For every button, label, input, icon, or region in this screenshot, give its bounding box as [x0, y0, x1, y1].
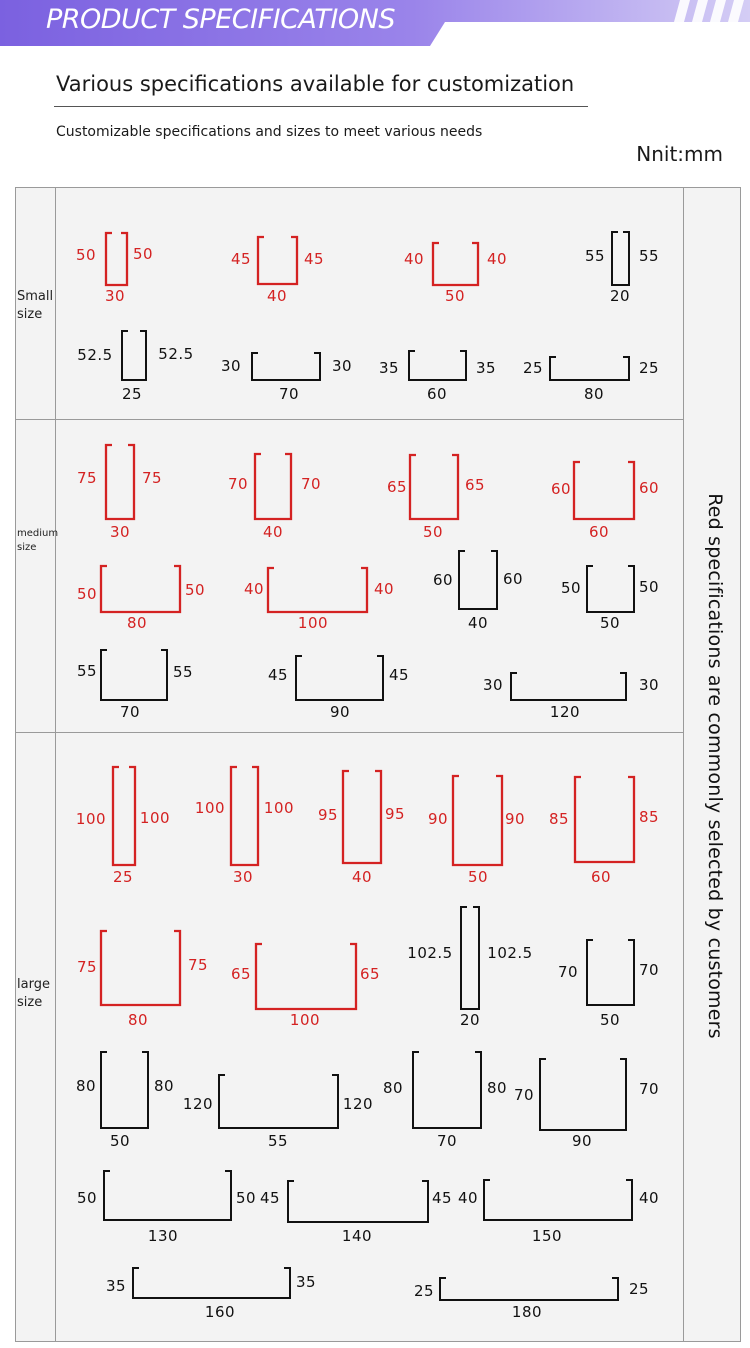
- spec-height-left-label: 40: [457, 1189, 479, 1207]
- spec-width-label: 30: [232, 868, 254, 886]
- spec-width-label: 80: [126, 614, 148, 632]
- spec-height-right-label: 70: [638, 1080, 660, 1098]
- red-channel-profile-75x80: [101, 931, 180, 1005]
- spec-height-left-label: 25: [522, 359, 544, 377]
- spec-height-right-label: 65: [359, 965, 381, 983]
- spec-height-left-label: 50: [76, 1189, 98, 1207]
- spec-width-label: 60: [426, 385, 448, 403]
- spec-width-label: 60: [588, 523, 610, 541]
- spec-height-left-label: 60: [432, 571, 454, 589]
- channel-profile-80x70: [413, 1052, 481, 1128]
- unit-label: Nnit:mm: [636, 142, 723, 166]
- red-channel-profile-60x60: [574, 462, 634, 519]
- red-channel-profile-40x100: [268, 568, 367, 612]
- spec-width-label: 130: [147, 1227, 179, 1245]
- spec-height-left-label: 65: [386, 478, 408, 496]
- red-channel-profile-45x40: [258, 237, 297, 284]
- spec-width-label: 50: [109, 1132, 131, 1150]
- spec-height-left-label: 90: [427, 810, 449, 828]
- spec-width-label: 50: [467, 868, 489, 886]
- spec-width-label: 180: [511, 1303, 543, 1321]
- spec-width-label: 80: [127, 1011, 149, 1029]
- spec-height-right-label: 30: [331, 357, 353, 375]
- spec-width-label: 55: [267, 1132, 289, 1150]
- spec-height-left-label: 95: [317, 806, 339, 824]
- spec-height-right-label: 55: [172, 663, 194, 681]
- spec-height-right-label: 70: [300, 475, 322, 493]
- channel-profile-50x130: [104, 1171, 231, 1220]
- spec-width-label: 100: [289, 1011, 321, 1029]
- spec-height-right-label: 50: [132, 245, 154, 263]
- spec-height-left-label: 45: [230, 250, 252, 268]
- spec-width-label: 50: [444, 287, 466, 305]
- spec-height-left-label: 120: [182, 1095, 214, 1113]
- spec-height-right-label: 100: [139, 809, 171, 827]
- spec-height-right-label: 102.5: [487, 944, 533, 962]
- spec-width-label: 30: [109, 523, 131, 541]
- spec-height-left-label: 50: [75, 246, 97, 264]
- spec-height-right-label: 40: [373, 580, 395, 598]
- channel-profile-40x150: [484, 1180, 632, 1220]
- spec-height-right-label: 45: [431, 1189, 453, 1207]
- spec-width-label: 25: [121, 385, 143, 403]
- spec-height-left-label: 50: [76, 585, 98, 603]
- spec-width-label: 90: [329, 703, 351, 721]
- spec-height-left-label: 80: [75, 1077, 97, 1095]
- channel-profile-45x140: [288, 1181, 428, 1222]
- channel-profile-55x70: [101, 650, 167, 700]
- spec-height-left-label: 45: [267, 666, 289, 684]
- spec-height-right-label: 50: [184, 581, 206, 599]
- channel-profile-80x50: [101, 1052, 148, 1128]
- red-channel-profile-70x40: [255, 454, 291, 519]
- channel-profile-70x50: [587, 940, 634, 1005]
- channel-profile-55x20: [612, 232, 629, 285]
- spec-height-left-label: 45: [259, 1189, 281, 1207]
- spec-height-right-label: 35: [295, 1273, 317, 1291]
- spec-height-left-label: 102.5: [407, 944, 453, 962]
- spec-height-right-label: 45: [388, 666, 410, 684]
- spec-height-left-label: 100: [75, 810, 107, 828]
- spec-height-left-label: 40: [403, 250, 425, 268]
- category-small-label: Small size: [17, 289, 54, 322]
- channel-profile-25x180: [440, 1278, 618, 1300]
- spec-width-label: 70: [278, 385, 300, 403]
- spec-height-left-label: 30: [482, 676, 504, 694]
- spec-height-left-label: 70: [513, 1086, 535, 1104]
- spec-height-right-label: 85: [638, 808, 660, 826]
- spec-width-label: 160: [204, 1303, 236, 1321]
- red-channel-profile-95x40: [343, 771, 381, 863]
- channel-profile-70x90: [540, 1059, 626, 1130]
- red-channel-profile-40x50: [433, 243, 478, 285]
- channel-profile-52.5x25: [122, 331, 146, 380]
- spec-height-right-label: 52.5: [158, 345, 194, 363]
- category-large-label: large size: [17, 977, 50, 1010]
- headline: Various specifications available for customization: [56, 72, 575, 96]
- spec-width-label: 20: [609, 287, 631, 305]
- spec-height-left-label: 80: [382, 1079, 404, 1097]
- spec-height-left-label: 55: [584, 247, 606, 265]
- spec-height-left-label: 50: [560, 579, 582, 597]
- spec-height-left-label: 30: [220, 357, 242, 375]
- spec-height-left-label: 70: [557, 963, 579, 981]
- spec-height-left-label: 40: [243, 580, 265, 598]
- channel-profile-35x160: [133, 1268, 290, 1298]
- spec-width-label: 120: [549, 703, 581, 721]
- spec-height-right-label: 60: [638, 479, 660, 497]
- spec-width-label: 140: [341, 1227, 373, 1245]
- spec-height-right-label: 95: [384, 805, 406, 823]
- channel-profile-35x60: [409, 351, 466, 380]
- red-channel-profile-85x60: [575, 777, 634, 862]
- spec-width-label: 30: [104, 287, 126, 305]
- spec-height-left-label: 75: [76, 469, 98, 487]
- spec-width-label: 40: [351, 868, 373, 886]
- red-channel-profile-65x50: [410, 455, 458, 519]
- spec-width-label: 80: [583, 385, 605, 403]
- spec-height-right-label: 25: [628, 1280, 650, 1298]
- red-channel-profile-65x100: [256, 944, 356, 1009]
- page-title: PRODUCT SPECIFICATIONS: [46, 4, 395, 35]
- channel-profile-30x120: [511, 673, 626, 700]
- spec-width-label: 40: [467, 614, 489, 632]
- spec-height-right-label: 65: [464, 476, 486, 494]
- spec-height-right-label: 30: [638, 676, 660, 694]
- spec-height-left-label: 100: [194, 799, 226, 817]
- red-channel-profile-90x50: [453, 776, 502, 865]
- spec-height-left-label: 35: [105, 1277, 127, 1295]
- spec-width-label: 90: [571, 1132, 593, 1150]
- spec-height-left-label: 75: [76, 958, 98, 976]
- channel-profile-30x70: [252, 353, 320, 380]
- red-channel-profile-75x30: [106, 445, 134, 519]
- spec-height-right-label: 55: [638, 247, 660, 265]
- spec-width-label: 50: [599, 1011, 621, 1029]
- red-channel-profile-50x80: [101, 566, 180, 612]
- spec-width-label: 25: [112, 868, 134, 886]
- spec-width-label: 70: [436, 1132, 458, 1150]
- spec-height-right-label: 25: [638, 359, 660, 377]
- red-channel-profile-50x30: [106, 233, 127, 285]
- spec-height-right-label: 70: [638, 961, 660, 979]
- spec-height-right-label: 100: [263, 799, 295, 817]
- spec-height-left-label: 55: [76, 662, 98, 680]
- spec-height-right-label: 80: [486, 1079, 508, 1097]
- channel-profile-25x80: [550, 357, 629, 380]
- spec-height-right-label: 50: [638, 578, 660, 596]
- spec-width-label: 40: [262, 523, 284, 541]
- spec-width-label: 60: [590, 868, 612, 886]
- channel-profile-45x90: [296, 656, 383, 700]
- red-channel-profile-100x30: [231, 767, 258, 865]
- red-channel-profile-100x25: [113, 767, 135, 865]
- spec-height-right-label: 80: [153, 1077, 175, 1095]
- spec-height-right-label: 60: [502, 570, 524, 588]
- spec-height-right-label: 75: [187, 956, 209, 974]
- spec-height-left-label: 60: [550, 480, 572, 498]
- channel-profile-102.5x20: [461, 907, 479, 1009]
- spec-height-right-label: 75: [141, 469, 163, 487]
- spec-height-left-label: 70: [227, 475, 249, 493]
- spec-height-left-label: 35: [378, 359, 400, 377]
- spec-height-right-label: 35: [475, 359, 497, 377]
- spec-height-right-label: 90: [504, 810, 526, 828]
- channel-profile-60x40: [459, 551, 497, 609]
- spec-height-right-label: 40: [638, 1189, 660, 1207]
- spec-width-label: 40: [266, 287, 288, 305]
- red-spec-note: Red specifications are commonly selected by customers: [704, 493, 726, 1039]
- spec-width-label: 70: [119, 703, 141, 721]
- channel-profile-50x50: [587, 566, 634, 612]
- spec-height-right-label: 120: [342, 1095, 374, 1113]
- spec-width-label: 150: [531, 1227, 563, 1245]
- spec-height-left-label: 85: [548, 810, 570, 828]
- spec-height-right-label: 45: [303, 250, 325, 268]
- spec-height-left-label: 65: [230, 965, 252, 983]
- spec-height-right-label: 40: [486, 250, 508, 268]
- spec-width-label: 50: [422, 523, 444, 541]
- spec-width-label: 20: [459, 1011, 481, 1029]
- subheadline: Customizable specifications and sizes to meet various needs: [56, 124, 483, 140]
- spec-height-left-label: 52.5: [77, 346, 113, 364]
- spec-height-right-label: 50: [235, 1189, 257, 1207]
- spec-height-left-label: 25: [413, 1282, 435, 1300]
- spec-width-label: 100: [297, 614, 329, 632]
- channel-profile-120x55: [219, 1075, 338, 1128]
- category-medium-label: medium size: [17, 528, 59, 553]
- spec-width-label: 50: [599, 614, 621, 632]
